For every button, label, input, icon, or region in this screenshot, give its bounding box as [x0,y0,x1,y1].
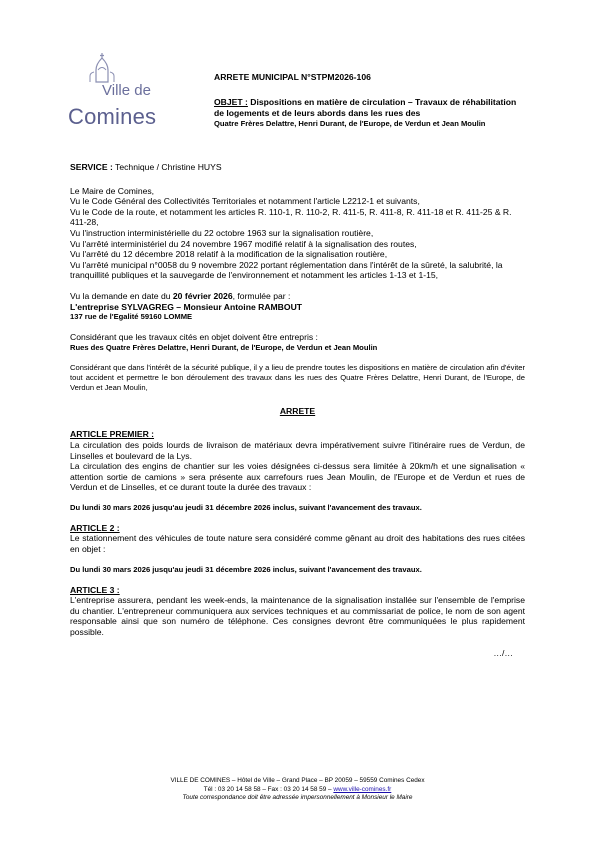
page-footer [70,777,525,803]
adresse-line: 137 rue de l'Egalité 59160 LOMME [70,312,193,322]
logo-ville-text: Ville de [102,82,151,99]
church-steeple-icon [82,52,122,86]
article-title: ARTICLE PREMIER : [70,429,155,440]
objet-block [214,97,524,129]
vu-item: Vu le Code Général des Collectivités Territoriales et notamment l'article L2212-1 et suivants, [70,196,420,207]
vu-item: Vu l'arrêté municipal n°0058 du 9 novembre 2022 portant réglementation dans l'intérêt de la sûreté, la salubrité, la tranquillité publiques et la sauvegarde de l'environnement et notamment les articles 1-13 et 1-15, [70,259,503,281]
arrete-reference: ARRETE MUNICIPAL N°STPM2026-106 [214,72,371,82]
article-paragraph: L'entreprise assurera, pendant les week-ends, la maintenance de la signalisation installée sur l'ensemble de l'emprise du chantier. L'entrepreneur communiquera aux services techniques et au commissariat de police, le nom de son agent responsable ainsi que son numéro de téléphone. Ces consignes devront être communiquées le plus rapidement possible. [70,595,525,638]
article-duration: Du lundi 30 mars 2026 jusqu'au jeudi 31 décembre 2026 inclus, suivant l'avancement des travaux. [70,564,422,574]
considerant-securite: Considérant que dans l'intérêt de la sécurité publique, il y a lieu de prendre toutes les dispositions en matière de circulation afin d'éviter tout accident et permettre le bon déroulement des travaux dans les rues des Quatre Frères Delattre, Henri Durant, de l'Europe, de Verdun et Jean Moulin, [70,362,525,392]
service-value: Technique / Christine HUYS [112,162,222,172]
article-paragraph: La circulation des engins de chantier sur les voies désignées ci-dessus sera limitée à 20km/h et une signalisation « attention sortie de camions » sera présente aux carrefours rues Jean Moulin, de l'Europe et de Verdun et rues de Verdun et de Linselles, et ce durant toute la durée des travaux : [70,461,525,493]
demande-date: 20 février 2026 [172,290,233,301]
continuation-mark: …/… [493,647,513,658]
vu-item: Vu le Code de la route, et notamment les articles R. 110-1, R. 110-2, R. 411-5, R. 411-8, R. 411-18 et R. 411-25 & R. 411-28, [70,206,512,228]
article-title: ARTICLE 3 : [70,584,120,595]
demande-prefix: Vu la demande en date du [70,290,173,301]
logo-city-name: Comines [68,104,157,129]
website-link[interactable]: www.ville-comines.fr [333,785,392,793]
vu-item: Vu l'arrêté du 12 décembre 2018 relatif à la modification de la signalisation routière, [70,249,388,260]
article-paragraph: Le stationnement des véhicules de toute nature sera considéré comme gênant au droit des habitations des rues citées en objet : [70,533,525,555]
footer-address: VILLE DE COMINES – Hôtel de Ville – Grand Place – BP 20059 – 59559 Comines Cedex [170,777,425,784]
arrete-title: ARRETE [279,405,316,416]
footer-contact [70,786,525,795]
article-paragraph: La circulation des poids lourds de livraison de matériaux devra impérativement suivre l'itinéraire rues de Verdun, de Linselles et boulevard de la Lys. [70,439,525,461]
document-header [214,72,524,129]
footer-notice: Toute correspondance doit être adressée impersonnellement à Monsieur le Maire [182,794,413,802]
objet-text: Dispositions en matière de circulation – Travaux de réhabilitation de logements et de leurs abords dans les rues des [214,97,517,118]
entreprise-line: L'entreprise SYLVAGREG – Monsieur Antoine RAMBOUT [70,301,303,312]
service-line [70,162,525,173]
service-label: SERVICE : [70,162,113,172]
footer-phone: Tél : 03 20 14 58 58 – Fax : 03 20 14 58 59 – [203,785,334,793]
objet-label: OBJET : [214,97,248,107]
demande-line [70,291,525,302]
demande-suffix: , formulée par : [232,290,291,301]
article-duration: Du lundi 30 mars 2026 jusqu'au jeudi 31 décembre 2026 inclus, suivant l'avancement des travaux. [70,502,422,512]
document-body [70,162,525,658]
maire-line: Le Maire de Comines, [70,185,155,196]
vu-item: Vu l'instruction interministérielle du 22 octobre 1963 sur la signalisation routière, [70,227,374,238]
article-title: ARTICLE 2 : [70,522,120,533]
considerant-line: Considérant que les travaux cités en objet doivent être entrepris : [70,332,318,343]
city-logo [60,52,175,130]
rues-line: Rues des Quatre Frères Delattre, Henri Durant, de l'Europe, de Verdun et Jean Moulin [70,342,378,352]
vu-item: Vu l'arrêté interministériel du 24 novembre 1967 modifié relatif à la signalisation des routes, [70,238,417,249]
objet-streets: Quatre Frères Delattre, Henri Durant, de l'Europe, de Verdun et Jean Moulin [214,119,486,128]
